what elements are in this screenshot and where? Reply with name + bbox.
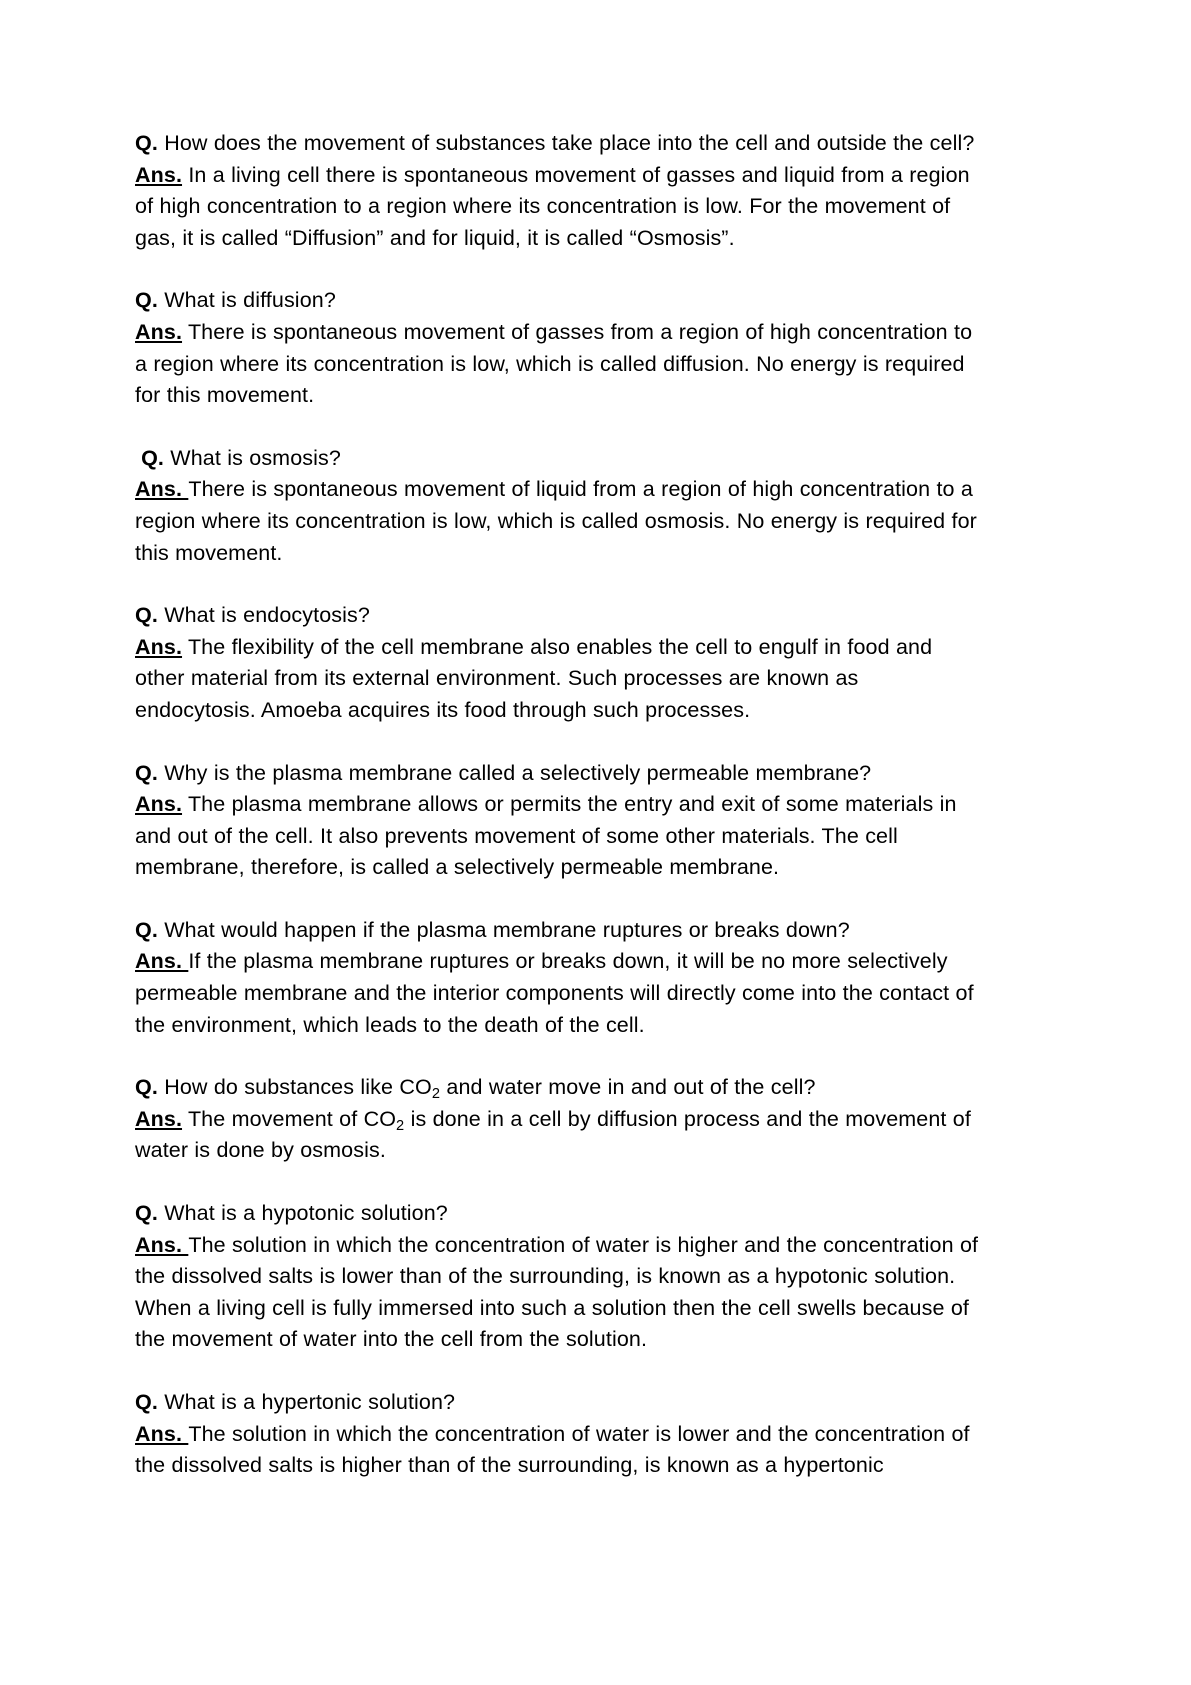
answer-text: The movement of $CO_2$ is done in a cell by diffusion process and the movement of water is done by osmosis. [135,1106,971,1163]
qa-block [135,443,980,569]
answer-line [135,474,980,569]
answer-text: The solution in which the concentration of water is lower and the concentration of the dissolved salts is higher than of the surrounding, is known as a hypertonic [135,1421,970,1478]
answer-line [135,317,980,412]
answer-text: If the plasma membrane ruptures or breaks down, it will be no more selectively permeable membrane and the interior components will directly come into the contact of the environment, which leads to the death of the cell. [135,949,974,1037]
qa-block [135,915,980,1041]
answer-label: Ans. [135,634,183,659]
question-text: How does the movement of substances take place into the cell and outside the cell? [157,131,975,155]
answer-label: Ans. [135,1106,183,1131]
question-text: Why is the plasma membrane called a selectively permeable membrane? [157,760,872,785]
answer-text: There is spontaneous movement of liquid from a region of high concentration to a region where its concentration is low, which is called osmosis. No energy is required for this movement. [135,477,977,565]
question-text: How do substances like $CO_2$ and water move in and out of the cell? [157,1075,816,1103]
answer-label: Ans. [135,162,183,187]
answer-line [135,789,980,884]
question-line [135,600,980,632]
question-label: Q. [135,1390,158,1414]
question-label: Q. [135,603,158,628]
qa-block [135,1387,980,1482]
qa-block [135,600,980,726]
answer-text: The flexibility of the cell membrane also enables the cell to engulf in food and other material from its external environment. Such processes are known as endocytosis. Amoeba acquires its food through such processes. [135,634,933,722]
answer-label: Ans. [135,1232,189,1257]
qa-block [135,1198,980,1356]
answer-line [135,1230,980,1356]
question-text: What is a hypertonic solution? [157,1390,456,1414]
question-label: Q. [135,1075,158,1100]
chemical-subscript: 2 [431,1086,441,1103]
question-text: What would happen if the plasma membrane ruptures or breaks down? [157,917,850,942]
answer-line [135,632,980,727]
question-line [135,758,980,790]
answer-label: Ans. [135,319,183,344]
chemical-subscript: 2 [396,1117,405,1134]
question-text: What is osmosis? [164,445,341,470]
answer-line [135,160,980,255]
answer-label: Ans. [135,792,183,817]
question-label: Q. [135,288,158,313]
answer-text: There is spontaneous movement of gasses from a region of high concentration to a region where its concentration is low, which is called diffusion. No energy is required for this movement. [135,319,973,408]
answer-text: The solution in which the concentration of water is higher and the concentration of the dissolved salts is lower than of the surrounding, is known as a hypotonic solution. When a living cell is fully immersed into such a solution then the cell swells because of the movement of water into the cell from the solution. [135,1232,979,1352]
document-body [135,128,980,1482]
question-label: Q. [135,917,158,942]
question-text: What is diffusion? [157,288,336,313]
question-line [135,1387,980,1419]
answer-line [135,946,980,1041]
question-line [135,1072,980,1104]
question-text: What is a hypotonic solution? [157,1201,448,1226]
qa-block [135,758,980,884]
question-text: What is endocytosis? [157,603,370,628]
answer-label: Ans. [135,949,189,974]
question-line [135,128,980,160]
question-label: Q. [135,760,158,785]
answer-text: The plasma membrane allows or permits the entry and exit of some materials in and out of the cell. It also prevents movement of some other materials. The cell membrane, therefore, is called a selectively permeable membrane. [135,792,957,880]
answer-line [135,1104,980,1167]
question-line [135,915,980,947]
question-line [135,1198,980,1230]
question-label: Q. [135,1201,158,1226]
qa-block [135,128,980,254]
answer-label: Ans. [135,477,189,502]
answer-line [135,1419,980,1482]
qa-block [135,1072,980,1167]
qa-block [135,285,980,411]
question-label: Q. [135,131,158,155]
answer-label: Ans. [135,1421,189,1446]
question-line [135,443,980,475]
question-label: Q. [141,445,165,470]
question-line [135,285,980,317]
answer-text: In a living cell there is spontaneous movement of gasses and liquid from a region of high concentration to a region where its concentration is low. For the movement of gas, it is called “Diffusion” and for liquid, it is called “Osmosis”. [135,162,970,250]
